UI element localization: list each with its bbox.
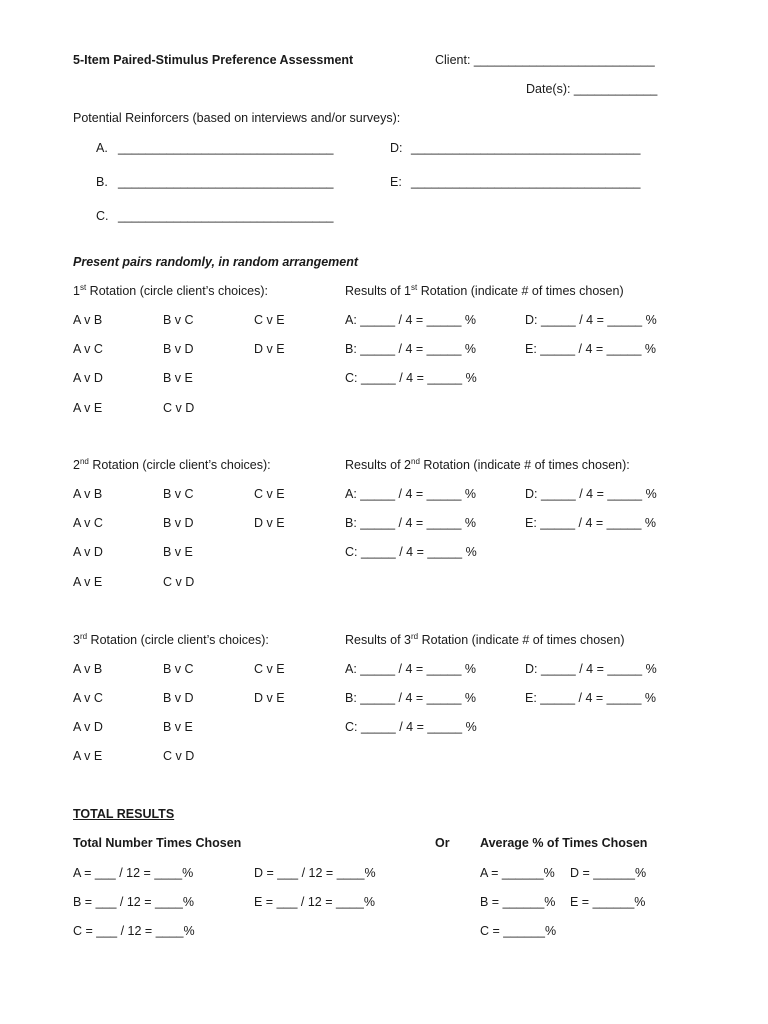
pair-c-d[interactable]: C v D <box>163 749 195 763</box>
result-c[interactable]: C: _____ / 4 = _____ % <box>345 371 477 385</box>
pair-c-d[interactable]: C v D <box>163 575 195 589</box>
pair-c-d[interactable]: C v D <box>163 401 195 415</box>
pair-b-d[interactable]: B v D <box>163 342 194 356</box>
result-a[interactable]: A: _____ / 4 = _____ % <box>345 487 477 501</box>
pair-a-b[interactable]: A v B <box>73 662 103 676</box>
result-e[interactable]: E: _____ / 4 = _____ % <box>525 342 657 356</box>
result-e[interactable]: E: _____ / 4 = _____ % <box>525 516 657 530</box>
pair-a-b[interactable]: A v B <box>73 487 103 501</box>
pair-b-c[interactable]: B v C <box>163 487 194 501</box>
result-b[interactable]: B: _____ / 4 = _____ % <box>345 516 477 530</box>
result-c[interactable]: C: _____ / 4 = _____ % <box>345 720 477 734</box>
pair-a-e[interactable]: A v E <box>73 749 103 763</box>
result-a[interactable]: A: _____ / 4 = _____ % <box>345 313 477 327</box>
pair-b-e[interactable]: B v E <box>163 545 193 559</box>
pair-b-d[interactable]: B v D <box>163 516 194 530</box>
result-d[interactable]: D: _____ / 4 = _____ % <box>525 313 657 327</box>
avg-a[interactable]: A = ______% <box>480 866 555 880</box>
total-results-heading: TOTAL RESULTS <box>73 807 175 821</box>
dates-field[interactable]: Date(s): ____________ <box>526 82 658 96</box>
rotation-3-results-heading: Results of 3rd Rotation (indicate # of times chosen) <box>345 631 625 647</box>
pair-a-b[interactable]: A v B <box>73 313 103 327</box>
pair-c-e[interactable]: C v E <box>254 487 285 501</box>
reinforcers-heading: Potential Reinforcers (based on interviews and/or surveys): <box>73 111 401 125</box>
reinforcer-a-blank[interactable]: _______________________________ <box>118 141 334 155</box>
reinforcer-b-blank[interactable]: _______________________________ <box>118 175 334 189</box>
result-d[interactable]: D: _____ / 4 = _____ % <box>525 662 657 676</box>
rotation-3-heading: 3rd Rotation (circle client’s choices): <box>73 631 269 647</box>
pair-a-d[interactable]: A v D <box>73 371 103 385</box>
pair-b-c[interactable]: B v C <box>163 313 194 327</box>
rotation-2-heading: 2nd Rotation (circle client’s choices): <box>73 456 271 472</box>
result-e[interactable]: E: _____ / 4 = _____ % <box>525 691 657 705</box>
pair-c-e[interactable]: C v E <box>254 662 285 676</box>
pair-d-e[interactable]: D v E <box>254 691 285 705</box>
result-b[interactable]: B: _____ / 4 = _____ % <box>345 691 477 705</box>
avg-d[interactable]: D = ______% <box>570 866 647 880</box>
form-title: 5-Item Paired-Stimulus Preference Assessment <box>73 53 354 67</box>
pair-a-d[interactable]: A v D <box>73 545 103 559</box>
average-heading: Average % of Times Chosen <box>480 836 648 850</box>
pair-b-c[interactable]: B v C <box>163 662 194 676</box>
reinforcer-d-label: D: <box>390 141 403 155</box>
instruction-text: Present pairs randomly, in random arrangement <box>73 255 359 269</box>
rotation-2-results-heading: Results of 2nd Rotation (indicate # of times chosen): <box>345 456 630 472</box>
total-b[interactable]: B = ___ / 12 = ____% <box>73 895 194 909</box>
total-a[interactable]: A = ___ / 12 = ____% <box>73 866 194 880</box>
pair-a-e[interactable]: A v E <box>73 401 103 415</box>
reinforcer-a-label: A. <box>96 141 108 155</box>
result-a[interactable]: A: _____ / 4 = _____ % <box>345 662 477 676</box>
reinforcer-e-blank[interactable]: _________________________________ <box>411 175 641 189</box>
avg-c[interactable]: C = ______% <box>480 924 557 938</box>
pair-a-c[interactable]: A v C <box>73 691 103 705</box>
pair-a-d[interactable]: A v D <box>73 720 103 734</box>
pair-b-e[interactable]: B v E <box>163 720 193 734</box>
or-label: Or <box>435 836 450 850</box>
reinforcer-e-label: E: <box>390 175 402 189</box>
result-c[interactable]: C: _____ / 4 = _____ % <box>345 545 477 559</box>
result-d[interactable]: D: _____ / 4 = _____ % <box>525 487 657 501</box>
pair-a-e[interactable]: A v E <box>73 575 103 589</box>
avg-b[interactable]: B = ______% <box>480 895 556 909</box>
total-count-heading: Total Number Times Chosen <box>73 836 242 850</box>
total-c[interactable]: C = ___ / 12 = ____% <box>73 924 195 938</box>
rotation-1-heading: 1st Rotation (circle client’s choices): <box>73 282 268 298</box>
reinforcer-c-blank[interactable]: _______________________________ <box>118 209 334 223</box>
pair-c-e[interactable]: C v E <box>254 313 285 327</box>
result-b[interactable]: B: _____ / 4 = _____ % <box>345 342 477 356</box>
reinforcer-d-blank[interactable]: _________________________________ <box>411 141 641 155</box>
total-e[interactable]: E = ___ / 12 = ____% <box>254 895 375 909</box>
reinforcer-c-label: C. <box>96 209 109 223</box>
reinforcer-b-label: B. <box>96 175 108 189</box>
rotation-1-results-heading: Results of 1st Rotation (indicate # of times chosen) <box>345 282 624 298</box>
pair-d-e[interactable]: D v E <box>254 342 285 356</box>
pair-a-c[interactable]: A v C <box>73 342 103 356</box>
total-d[interactable]: D = ___ / 12 = ____% <box>254 866 376 880</box>
client-field[interactable]: Client: __________________________ <box>435 53 655 67</box>
pair-b-e[interactable]: B v E <box>163 371 193 385</box>
pair-a-c[interactable]: A v C <box>73 516 103 530</box>
avg-e[interactable]: E = ______% <box>570 895 646 909</box>
pair-b-d[interactable]: B v D <box>163 691 194 705</box>
pair-d-e[interactable]: D v E <box>254 516 285 530</box>
